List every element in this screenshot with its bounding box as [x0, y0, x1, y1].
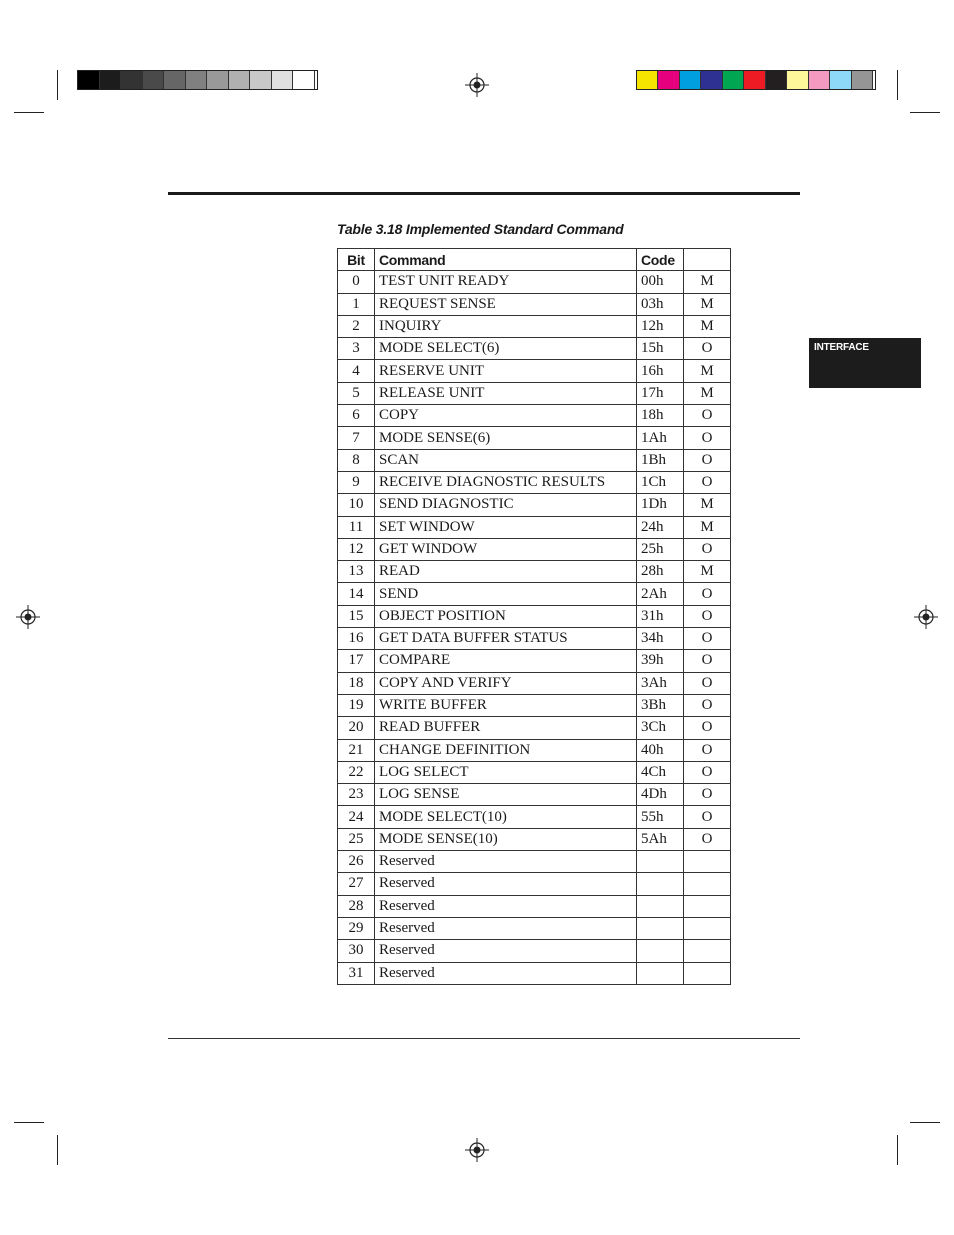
bit-cell: 25	[338, 828, 375, 850]
crop-mark	[910, 1122, 940, 1123]
command-cell: OBJECT POSITION	[375, 605, 637, 627]
code-cell	[637, 895, 684, 917]
color-swatch	[787, 71, 808, 89]
type-cell	[684, 940, 731, 962]
command-cell: Reserved	[375, 873, 637, 895]
grayscale-calibration-bar	[77, 70, 318, 90]
bit-cell: 29	[338, 917, 375, 939]
type-cell: M	[684, 561, 731, 583]
bit-cell: 16	[338, 628, 375, 650]
crop-mark	[14, 112, 44, 113]
bit-cell: 13	[338, 561, 375, 583]
color-swatch	[293, 71, 315, 89]
code-cell: 4Ch	[637, 761, 684, 783]
type-cell: M	[684, 516, 731, 538]
bit-cell: 2	[338, 315, 375, 337]
color-swatch	[766, 71, 787, 89]
type-cell: M	[684, 315, 731, 337]
command-cell: Reserved	[375, 851, 637, 873]
command-cell: Reserved	[375, 962, 637, 984]
crop-mark	[897, 1135, 898, 1165]
bit-cell: 31	[338, 962, 375, 984]
bit-cell: 27	[338, 873, 375, 895]
color-swatch	[250, 71, 272, 89]
code-cell: 25h	[637, 538, 684, 560]
code-cell: 3Ch	[637, 717, 684, 739]
bit-cell: 3	[338, 338, 375, 360]
color-swatch	[143, 71, 165, 89]
crop-mark	[14, 1122, 44, 1123]
bit-cell: 1	[338, 293, 375, 315]
table-row	[338, 940, 731, 962]
command-cell: GET DATA BUFFER STATUS	[375, 628, 637, 650]
color-swatch	[701, 71, 722, 89]
command-cell: RESERVE UNIT	[375, 360, 637, 382]
code-cell: 1Ah	[637, 427, 684, 449]
command-cell: READ	[375, 561, 637, 583]
code-cell: 1Bh	[637, 449, 684, 471]
type-cell: O	[684, 628, 731, 650]
code-cell	[637, 962, 684, 984]
type-cell	[684, 895, 731, 917]
registration-mark-icon	[914, 605, 938, 629]
crop-mark	[910, 112, 940, 113]
table-row	[338, 427, 731, 449]
type-cell: O	[684, 427, 731, 449]
bit-cell: 9	[338, 471, 375, 493]
command-cell: COPY	[375, 405, 637, 427]
table-row	[338, 516, 731, 538]
bit-cell: 14	[338, 583, 375, 605]
table-row	[338, 806, 731, 828]
color-swatch	[852, 71, 873, 89]
bit-cell: 0	[338, 271, 375, 293]
code-cell: 2Ah	[637, 583, 684, 605]
table-row	[338, 583, 731, 605]
header-code: Code	[637, 249, 684, 271]
color-swatch	[680, 71, 701, 89]
type-cell: O	[684, 761, 731, 783]
table-row	[338, 962, 731, 984]
type-cell	[684, 851, 731, 873]
table-row	[338, 471, 731, 493]
table-row	[338, 605, 731, 627]
table-row	[338, 315, 731, 337]
type-cell: O	[684, 338, 731, 360]
type-cell: O	[684, 717, 731, 739]
table-row	[338, 628, 731, 650]
code-cell: 34h	[637, 628, 684, 650]
command-cell: LOG SENSE	[375, 784, 637, 806]
type-cell: O	[684, 650, 731, 672]
crop-mark	[57, 70, 58, 100]
type-cell: M	[684, 360, 731, 382]
command-cell: TEST UNIT READY	[375, 271, 637, 293]
code-cell: 16h	[637, 360, 684, 382]
bit-cell: 8	[338, 449, 375, 471]
code-cell: 5Ah	[637, 828, 684, 850]
bit-cell: 4	[338, 360, 375, 382]
section-tab-label: INTERFACE	[814, 342, 869, 353]
color-swatch	[164, 71, 186, 89]
footer-rule	[168, 1038, 800, 1039]
table-row	[338, 672, 731, 694]
table-row	[338, 784, 731, 806]
table-row	[338, 694, 731, 716]
table-row	[338, 338, 731, 360]
header-command: Command	[375, 249, 637, 271]
registration-mark-icon	[16, 605, 40, 629]
table-row	[338, 271, 731, 293]
code-cell: 1Dh	[637, 494, 684, 516]
code-cell: 18h	[637, 405, 684, 427]
command-cell: RECEIVE DIAGNOSTIC RESULTS	[375, 471, 637, 493]
code-cell: 12h	[637, 315, 684, 337]
type-cell: O	[684, 739, 731, 761]
color-swatch	[78, 71, 100, 89]
command-cell: RELEASE UNIT	[375, 382, 637, 404]
command-cell: MODE SELECT(6)	[375, 338, 637, 360]
type-cell: M	[684, 494, 731, 516]
header-type	[684, 249, 731, 271]
table-row	[338, 917, 731, 939]
color-swatch	[658, 71, 679, 89]
command-cell: MODE SENSE(10)	[375, 828, 637, 850]
code-cell: 00h	[637, 271, 684, 293]
type-cell: O	[684, 694, 731, 716]
table-row	[338, 717, 731, 739]
table-row	[338, 650, 731, 672]
code-cell	[637, 873, 684, 895]
type-cell: O	[684, 471, 731, 493]
code-cell: 3Ah	[637, 672, 684, 694]
bit-cell: 7	[338, 427, 375, 449]
bit-cell: 19	[338, 694, 375, 716]
section-tab	[809, 338, 921, 388]
color-swatch	[100, 71, 122, 89]
bit-cell: 5	[338, 382, 375, 404]
table-row	[338, 739, 731, 761]
code-cell: 31h	[637, 605, 684, 627]
type-cell: O	[684, 538, 731, 560]
code-cell	[637, 917, 684, 939]
table-row	[338, 449, 731, 471]
command-cell: SCAN	[375, 449, 637, 471]
command-cell: INQUIRY	[375, 315, 637, 337]
crop-mark	[897, 70, 898, 100]
command-cell: GET WINDOW	[375, 538, 637, 560]
registration-mark-icon	[465, 1138, 489, 1162]
command-cell: Reserved	[375, 940, 637, 962]
command-cell: LOG SELECT	[375, 761, 637, 783]
table-row	[338, 405, 731, 427]
color-calibration-bar	[636, 70, 876, 90]
command-cell: SEND DIAGNOSTIC	[375, 494, 637, 516]
bit-cell: 22	[338, 761, 375, 783]
bit-cell: 26	[338, 851, 375, 873]
bit-cell: 10	[338, 494, 375, 516]
header-bit: Bit	[338, 249, 375, 271]
bit-cell: 24	[338, 806, 375, 828]
type-cell: O	[684, 583, 731, 605]
crop-mark	[57, 1135, 58, 1165]
color-swatch	[723, 71, 744, 89]
code-cell: 3Bh	[637, 694, 684, 716]
table-caption: Table 3.18 Implemented Standard Command	[337, 221, 624, 237]
type-cell: O	[684, 784, 731, 806]
type-cell: O	[684, 449, 731, 471]
command-cell: COMPARE	[375, 650, 637, 672]
command-cell: SET WINDOW	[375, 516, 637, 538]
type-cell: M	[684, 271, 731, 293]
command-cell: SEND	[375, 583, 637, 605]
code-cell	[637, 851, 684, 873]
header-rule	[168, 192, 800, 195]
code-cell: 1Ch	[637, 471, 684, 493]
command-cell: MODE SENSE(6)	[375, 427, 637, 449]
table-row	[338, 561, 731, 583]
type-cell	[684, 962, 731, 984]
type-cell: M	[684, 382, 731, 404]
table-row	[338, 494, 731, 516]
command-cell: REQUEST SENSE	[375, 293, 637, 315]
bit-cell: 30	[338, 940, 375, 962]
table-header-row	[338, 249, 731, 271]
code-cell: 17h	[637, 382, 684, 404]
type-cell: O	[684, 806, 731, 828]
bit-cell: 12	[338, 538, 375, 560]
code-cell: 28h	[637, 561, 684, 583]
code-cell: 03h	[637, 293, 684, 315]
table-row	[338, 761, 731, 783]
bit-cell: 17	[338, 650, 375, 672]
command-cell: READ BUFFER	[375, 717, 637, 739]
command-cell: MODE SELECT(10)	[375, 806, 637, 828]
command-cell: Reserved	[375, 917, 637, 939]
color-swatch	[207, 71, 229, 89]
color-swatch	[186, 71, 208, 89]
command-cell: Reserved	[375, 895, 637, 917]
color-swatch	[809, 71, 830, 89]
bit-cell: 28	[338, 895, 375, 917]
code-cell	[637, 940, 684, 962]
color-swatch	[272, 71, 294, 89]
code-cell: 55h	[637, 806, 684, 828]
bit-cell: 21	[338, 739, 375, 761]
code-cell: 15h	[637, 338, 684, 360]
type-cell: O	[684, 672, 731, 694]
code-cell: 4Dh	[637, 784, 684, 806]
code-cell: 39h	[637, 650, 684, 672]
type-cell: O	[684, 605, 731, 627]
color-swatch	[229, 71, 251, 89]
bit-cell: 20	[338, 717, 375, 739]
code-cell: 24h	[637, 516, 684, 538]
table-row	[338, 851, 731, 873]
command-table	[337, 248, 731, 985]
code-cell: 40h	[637, 739, 684, 761]
color-swatch	[121, 71, 143, 89]
type-cell: M	[684, 293, 731, 315]
type-cell: O	[684, 828, 731, 850]
color-swatch	[830, 71, 851, 89]
table-row	[338, 895, 731, 917]
bit-cell: 18	[338, 672, 375, 694]
bit-cell: 23	[338, 784, 375, 806]
color-swatch	[637, 71, 658, 89]
table-row	[338, 382, 731, 404]
table-row	[338, 873, 731, 895]
type-cell	[684, 917, 731, 939]
bit-cell: 11	[338, 516, 375, 538]
type-cell: O	[684, 405, 731, 427]
registration-mark-icon	[465, 73, 489, 97]
table-row	[338, 293, 731, 315]
color-swatch	[744, 71, 765, 89]
bit-cell: 6	[338, 405, 375, 427]
bit-cell: 15	[338, 605, 375, 627]
table-row	[338, 360, 731, 382]
command-cell: WRITE BUFFER	[375, 694, 637, 716]
command-cell: CHANGE DEFINITION	[375, 739, 637, 761]
type-cell	[684, 873, 731, 895]
command-cell: COPY AND VERIFY	[375, 672, 637, 694]
table-row	[338, 538, 731, 560]
table-row	[338, 828, 731, 850]
